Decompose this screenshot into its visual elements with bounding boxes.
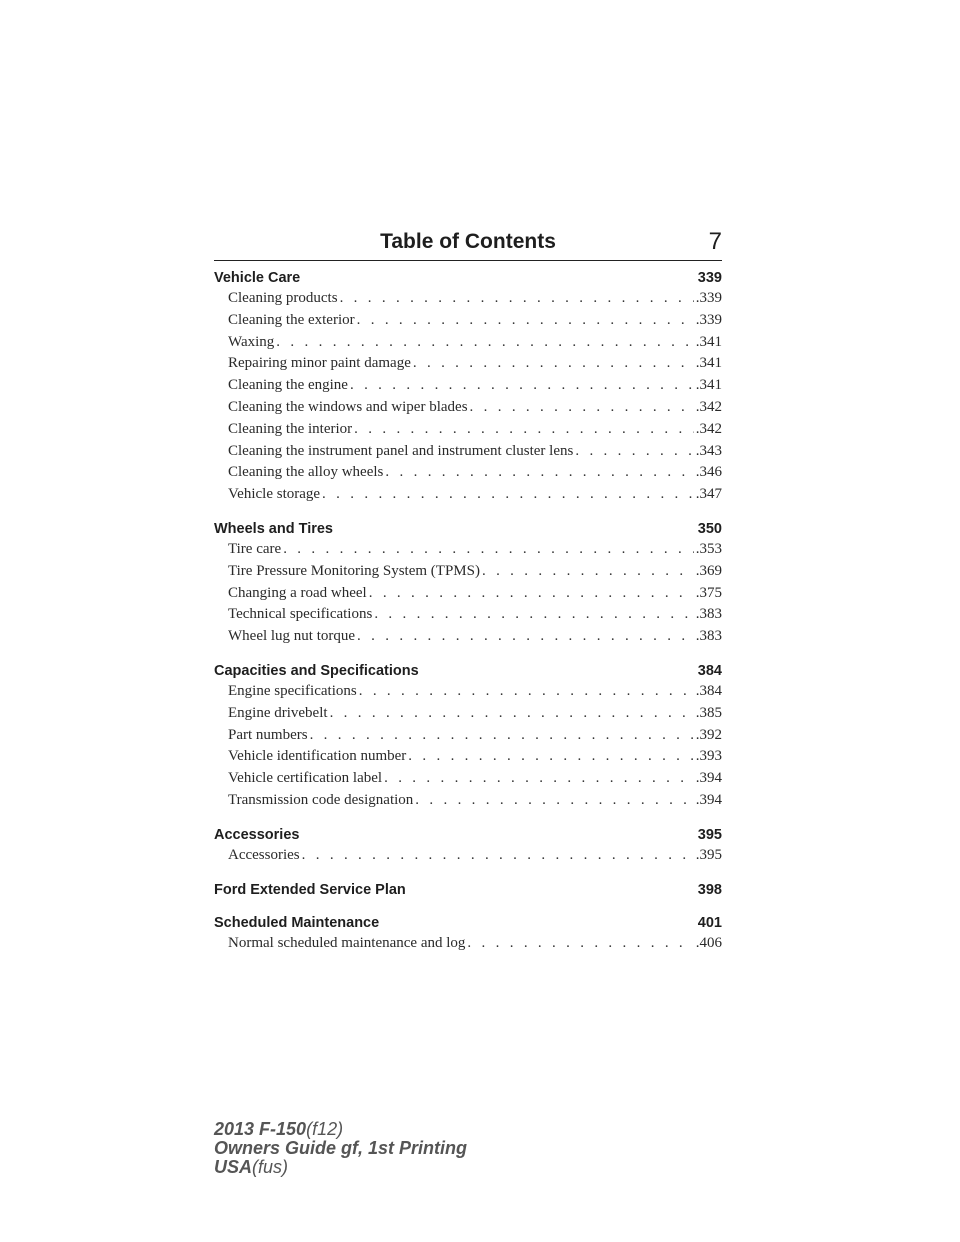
section-heading[interactable] [214,823,722,847]
toc-entry[interactable] [228,377,722,399]
toc-entry[interactable] [228,628,722,650]
toc-entry[interactable] [228,541,722,563]
dot-leader [467,935,693,952]
section-heading[interactable] [214,878,722,902]
entry-title: Repairing minor paint damage [228,355,411,372]
toc-entry[interactable] [228,355,722,377]
section-heading[interactable] [214,911,722,935]
entry-page: .342 [695,398,722,415]
footer-model: 2013 F-150 [214,1119,307,1139]
dot-leader [350,377,694,394]
dot-leader [384,770,694,787]
toc-section [214,823,722,869]
section-title: Vehicle Care [214,270,301,286]
entry-page: .384 [695,682,722,699]
entry-title: Engine specifications [228,682,357,699]
entry-page: .369 [695,562,722,579]
dot-leader [302,847,694,864]
dot-leader [385,464,693,481]
footer-model-code: (f12) [306,1119,344,1139]
entry-title: Cleaning the alloy wheels [228,464,384,481]
dot-leader [415,792,693,809]
section-title: Ford Extended Service Plan [214,881,406,898]
entry-page: .341 [695,333,722,350]
toc-entry[interactable] [228,792,722,814]
page-header [214,228,722,261]
dot-leader [330,705,694,722]
entry-title: Technical specifications [228,606,373,623]
entry-title: Cleaning the engine [228,377,348,394]
dot-leader [374,606,693,623]
entry-title: Vehicle certification label [228,770,383,787]
section-page: 339 [697,270,722,286]
entry-title: Cleaning the instrument panel and instrument cluster lens [228,442,574,459]
section-title: Scheduled Maintenance [214,914,380,931]
dot-leader [413,355,694,372]
entry-page: .353 [695,540,722,557]
toc-entry[interactable] [228,705,722,727]
dot-leader [357,312,694,329]
footer-guide: Owners Guide gf, 1st Printing [214,1138,468,1158]
entry-title: Cleaning the windows and wiper blades [228,398,468,415]
toc-entry[interactable] [228,563,722,585]
dot-leader [359,683,694,700]
dot-leader [369,585,694,602]
entry-title: Cleaning the interior [228,420,353,437]
entry-page: .392 [695,726,722,743]
dot-leader [276,334,693,351]
entry-page: .406 [695,934,722,951]
dot-leader [408,748,693,765]
toc-section [214,911,722,957]
section-page: 401 [697,914,722,931]
toc-entry[interactable] [228,770,722,792]
section-heading[interactable] [214,517,722,541]
entry-page: .339 [695,290,722,306]
entry-page: .347 [695,486,722,503]
entry-title: Waxing [228,333,275,350]
toc-entry[interactable] [228,399,722,421]
section-title: Wheels and Tires [214,520,333,537]
entry-page: .339 [695,311,722,328]
entry-page: .383 [695,606,722,623]
dot-leader [340,290,694,307]
entry-page: .395 [695,846,722,863]
toc-entry[interactable] [228,727,722,749]
section-heading[interactable] [214,659,722,683]
entry-title: Vehicle storage [228,486,321,503]
entry-title: Part numbers [228,726,308,743]
toc-entry[interactable] [228,935,722,957]
section-page: 384 [697,662,722,679]
section-title: Capacities and Specifications [214,662,419,679]
toc-entry[interactable] [228,464,722,486]
dot-leader [357,628,694,645]
entry-title: Cleaning the exterior [228,311,355,328]
toc-entry[interactable] [228,486,722,508]
page-number: 7 [708,228,722,255]
entry-title: Engine drivebelt [228,704,328,721]
entry-page: .342 [695,420,722,437]
entry-title: Vehicle identification number [228,748,407,765]
toc-entry[interactable] [228,847,722,869]
dot-leader [482,563,694,580]
entry-page: .383 [695,628,722,645]
toc-section [214,878,722,902]
entry-page: .341 [695,377,722,394]
section-page: 398 [697,881,722,898]
entry-title: Cleaning products [228,290,338,306]
section-title: Accessories [214,826,300,843]
entry-page: .346 [695,464,722,481]
entry-page: .394 [695,791,722,808]
toc-entry[interactable] [228,606,722,628]
toc-entry[interactable] [228,290,722,312]
page-title: Table of Contents [380,230,556,253]
dot-leader [283,541,694,558]
entry-title: Transmission code designation [228,791,414,808]
entry-page: .343 [695,442,722,459]
footer [214,1120,467,1177]
table-of-contents [214,266,722,965]
toc-entry[interactable] [228,312,722,334]
toc-entry[interactable] [228,748,722,770]
dot-leader [354,421,694,438]
toc-entry[interactable] [228,421,722,443]
dot-leader [470,399,694,416]
footer-market-code: (fus) [252,1157,289,1177]
toc-entry[interactable] [228,334,722,356]
entry-title: Accessories [228,846,300,863]
dot-leader [322,486,694,503]
section-heading[interactable] [214,266,722,290]
entry-title: Wheel lug nut torque [228,628,356,645]
entry-title: Tire Pressure Monitoring System (TPMS) [228,562,480,579]
entry-page: .385 [695,704,722,721]
entry-title: Tire care [228,540,282,557]
entry-page: .393 [695,748,722,765]
toc-entry[interactable] [228,585,722,607]
toc-section [214,266,722,508]
toc-section [214,659,722,814]
toc-section [214,517,722,650]
entry-page: .394 [695,770,722,787]
toc-entry[interactable] [228,443,722,465]
entry-page: .341 [695,355,722,372]
entry-title: Normal scheduled maintenance and log [228,934,466,951]
dot-leader [310,727,694,744]
toc-entry[interactable] [228,683,722,705]
section-page: 350 [697,520,722,537]
entry-page: .375 [695,584,722,601]
dot-leader [575,443,693,460]
footer-market: USA [214,1157,253,1177]
section-page: 395 [697,826,722,843]
entry-title: Changing a road wheel [228,584,367,601]
